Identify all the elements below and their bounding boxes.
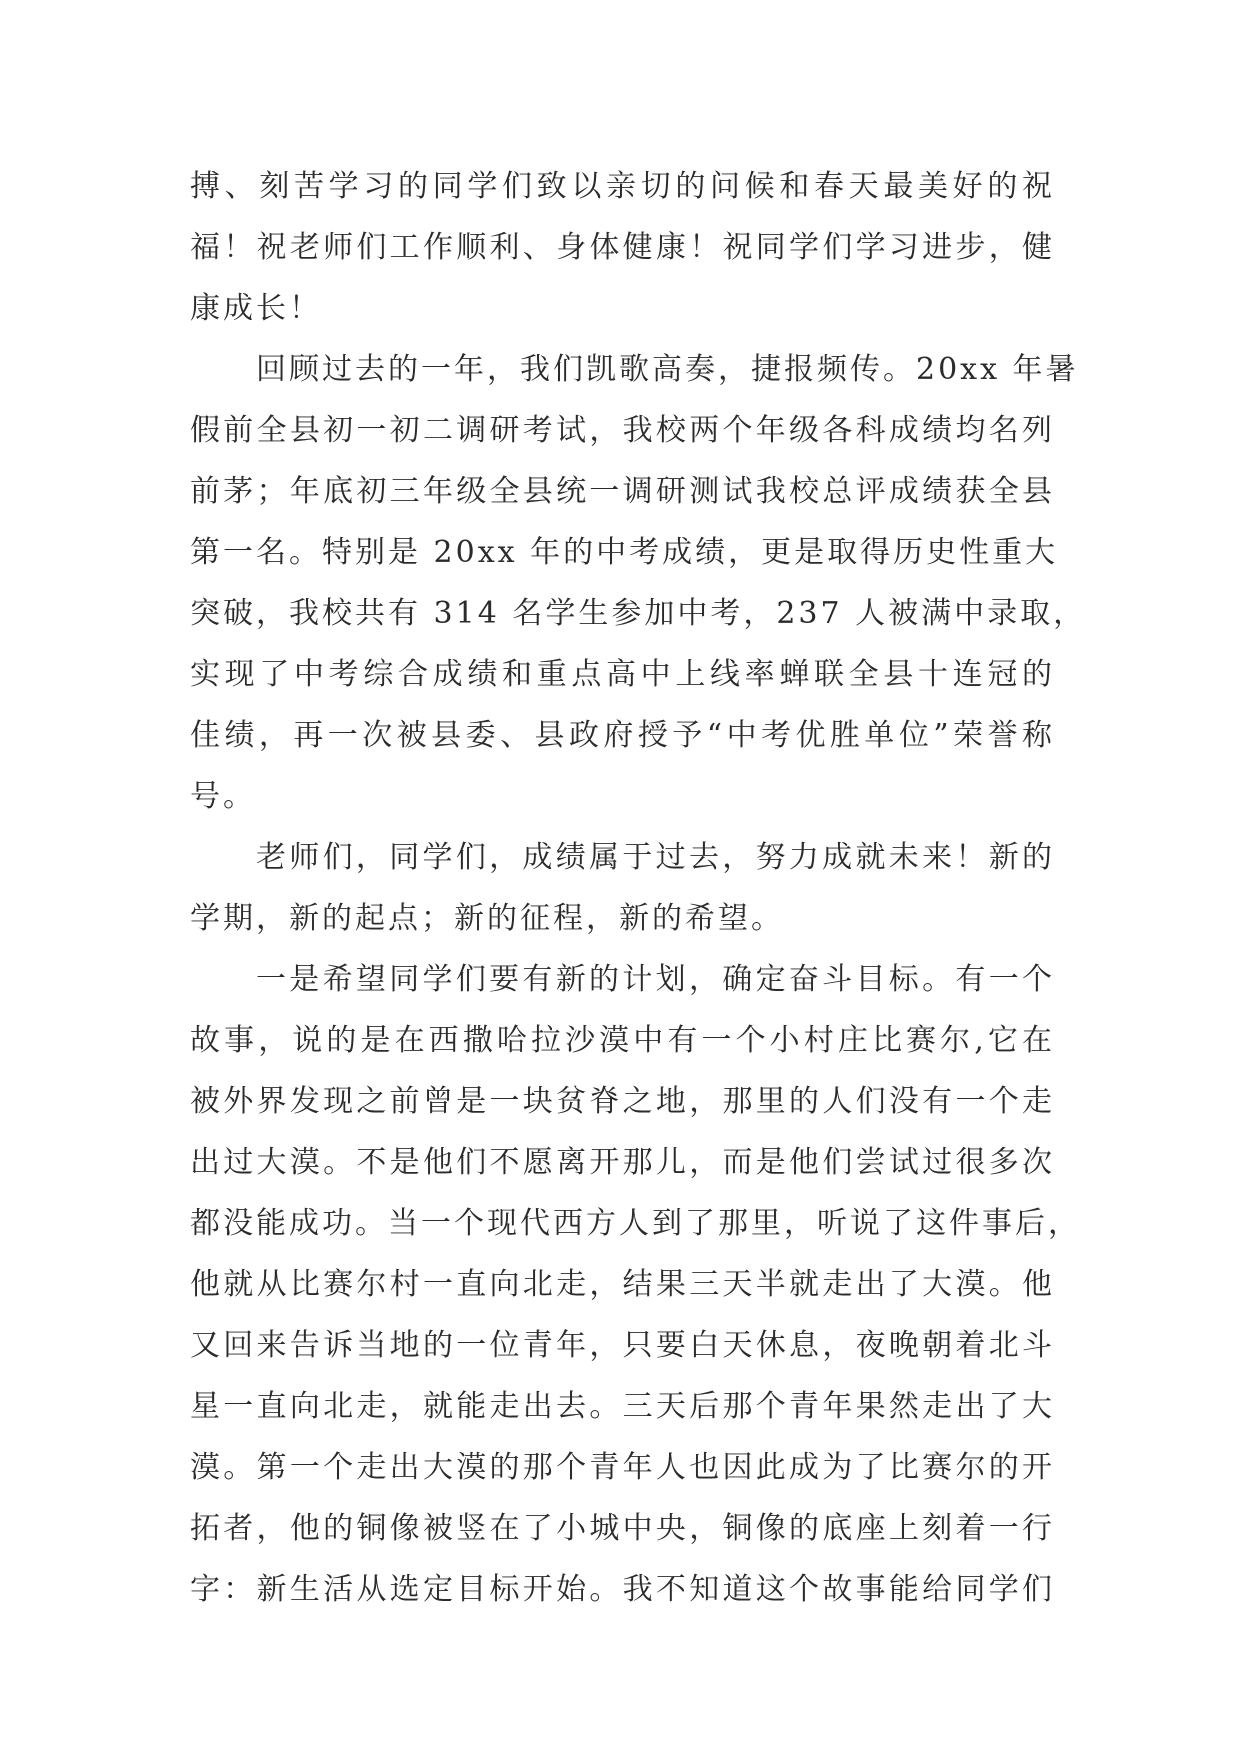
text-line: 被外界发现之前曾是一块贫脊之地，那里的人们没有一个走 [190, 1084, 1055, 1119]
text-line: 都没能成功。当一个现代西方人到了那里，听说了这件事后， [190, 1206, 1081, 1241]
text-line: 拓者，他的铜像被竖在了小城中央，铜像的底座上刻着一行 [190, 1511, 1055, 1546]
text-line: 号。 [190, 779, 256, 814]
text-line: 故事，说的是在西撒哈拉沙漠中有一个小村庄比赛尔,它在 [190, 1023, 1055, 1058]
text-line: 搏、刻苦学习的同学们致以亲切的问候和春天最美好的祝 [190, 169, 1055, 204]
text-line: 康成长！ [190, 291, 322, 326]
text-line: 又回来告诉当地的一位青年，只要白天休息，夜晚朝着北斗 [190, 1328, 1055, 1363]
body-text [190, 156, 1087, 1620]
paragraph-first-line: 老师们，同学们，成绩属于过去，努力成就未来！新的 [256, 840, 1055, 875]
paragraph-first-line: 回顾过去的一年，我们凯歌高奏，捷报频传。20xx 年暑 [256, 352, 1079, 387]
text-line: 福！祝老师们工作顺利、身体健康！祝同学们学习进步，健 [190, 230, 1055, 265]
text-line: 出过大漠。不是他们不愿离开那儿，而是他们尝试过很多次 [190, 1145, 1055, 1180]
text-line: 他就从比赛尔村一直向北走，结果三天半就走出了大漠。他 [190, 1267, 1055, 1302]
paragraph-first-line: 一是希望同学们要有新的计划，确定奋斗目标。有一个 [256, 962, 1055, 997]
text-line: 佳绩，再一次被县委、县政府授予“中考优胜单位”荣誉称 [190, 718, 1055, 753]
text-line: 突破，我校共有 314 名学生参加中考，237 人被满中录取， [190, 596, 1087, 631]
text-line: 漠。第一个走出大漠的那个青年人也因此成为了比赛尔的开 [190, 1450, 1055, 1485]
text-line: 字：新生活从选定目标开始。我不知道这个故事能给同学们 [190, 1572, 1055, 1607]
text-line: 假前全县初一初二调研考试，我校两个年级各科成绩均名列 [190, 413, 1055, 448]
text-line: 第一名。特别是 20xx 年的中考成绩，更是取得历史性重大 [190, 535, 1059, 570]
text-line: 前茅；年底初三年级全县统一调研测试我校总评成绩获全县 [190, 474, 1055, 509]
text-line: 星一直向北走，就能走出去。三天后那个青年果然走出了大 [190, 1389, 1055, 1424]
text-line: 实现了中考综合成绩和重点高中上线率蝉联全县十连冠的 [190, 657, 1055, 692]
text-line: 学期，新的起点；新的征程，新的希望。 [190, 901, 784, 936]
